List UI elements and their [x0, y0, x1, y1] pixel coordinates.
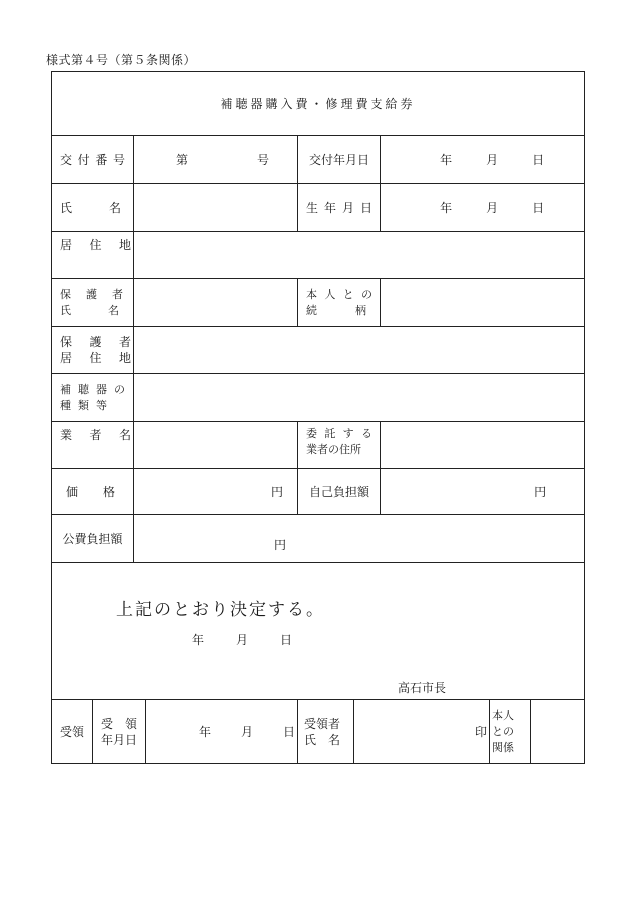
name-field[interactable] — [134, 184, 298, 232]
vendor-address-label: 委 託 す る 業者の住所 — [298, 422, 381, 469]
address-label: 居 住 地 — [52, 232, 134, 279]
guardian-address-field[interactable] — [134, 327, 585, 374]
receipt-label: 受領 — [52, 700, 93, 764]
day-unit: 日 — [280, 633, 293, 647]
month-unit: 月 — [486, 201, 499, 215]
mayor-title: 高石市長 — [398, 681, 447, 695]
receipt-date-field[interactable] — [146, 700, 298, 764]
month-unit: 月 — [240, 725, 253, 739]
day-unit: 日 — [282, 725, 295, 739]
seal-mark: 印 — [474, 725, 487, 739]
vendor-name-field[interactable] — [134, 422, 298, 469]
vendor-address-field[interactable] — [381, 422, 585, 469]
voucher-form-table — [51, 71, 585, 764]
name-label: 氏 名 — [52, 184, 134, 232]
receipt-date-label: 受 領 年月日 — [93, 700, 146, 764]
month-unit: 月 — [486, 153, 499, 167]
year-unit: 年 — [440, 153, 453, 167]
form-number-label: 様式第４号（第５条関係） — [46, 53, 197, 67]
guardian-address-label: 保 護 者 居 住 地 — [52, 327, 134, 374]
decision-statement: 上記のとおり決定する。 — [116, 600, 325, 620]
yen-unit: 円 — [534, 485, 547, 499]
decision-block — [52, 563, 585, 700]
year-unit: 年 — [198, 725, 211, 739]
year-unit: 年 — [440, 201, 453, 215]
self-pay-label: 自己負担額 — [298, 469, 381, 515]
day-unit: 日 — [532, 153, 545, 167]
recipient-relation-label: 本人 との 関係 — [490, 700, 531, 764]
yen-unit: 円 — [274, 538, 287, 552]
recipient-name-label: 受領者 氏 名 — [298, 700, 354, 764]
issue-date-label: 交付年月日 — [298, 136, 381, 184]
form-title: 補聴器購入費・修理費支給券 — [52, 72, 585, 136]
issue-number-label: 交 付 番 号 — [52, 136, 134, 184]
issue-number-field[interactable] — [134, 136, 298, 184]
address-field[interactable] — [134, 232, 585, 279]
yen-unit: 円 — [270, 485, 283, 499]
guardian-name-label: 保 護 者 氏 名 — [52, 279, 134, 327]
price-label: 価 格 — [52, 469, 134, 515]
birth-date-label: 生 年 月 日 — [298, 184, 381, 232]
recipient-relation-field[interactable] — [531, 700, 585, 764]
relation-field[interactable] — [381, 279, 585, 327]
relation-label: 本 人 と の 続 柄 — [298, 279, 381, 327]
number-prefix: 第 — [176, 153, 189, 167]
guardian-name-field[interactable] — [134, 279, 298, 327]
recipient-name-field[interactable] — [354, 700, 490, 764]
birth-date-field[interactable] — [381, 184, 585, 232]
hearing-aid-type-label: 補 聴 器 の 種 類 等 — [52, 374, 134, 422]
hearing-aid-type-field[interactable] — [134, 374, 585, 422]
day-unit: 日 — [532, 201, 545, 215]
number-suffix: 号 — [256, 153, 269, 167]
self-pay-field[interactable] — [381, 469, 585, 515]
issue-date-field[interactable] — [381, 136, 585, 184]
price-field[interactable] — [134, 469, 298, 515]
vendor-name-label: 業 者 名 — [52, 422, 134, 469]
year-unit: 年 — [192, 633, 205, 647]
decision-date[interactable] — [192, 631, 292, 648]
month-unit: 月 — [236, 633, 249, 647]
public-pay-field[interactable] — [134, 515, 585, 563]
public-pay-label: 公費負担額 — [52, 515, 134, 563]
